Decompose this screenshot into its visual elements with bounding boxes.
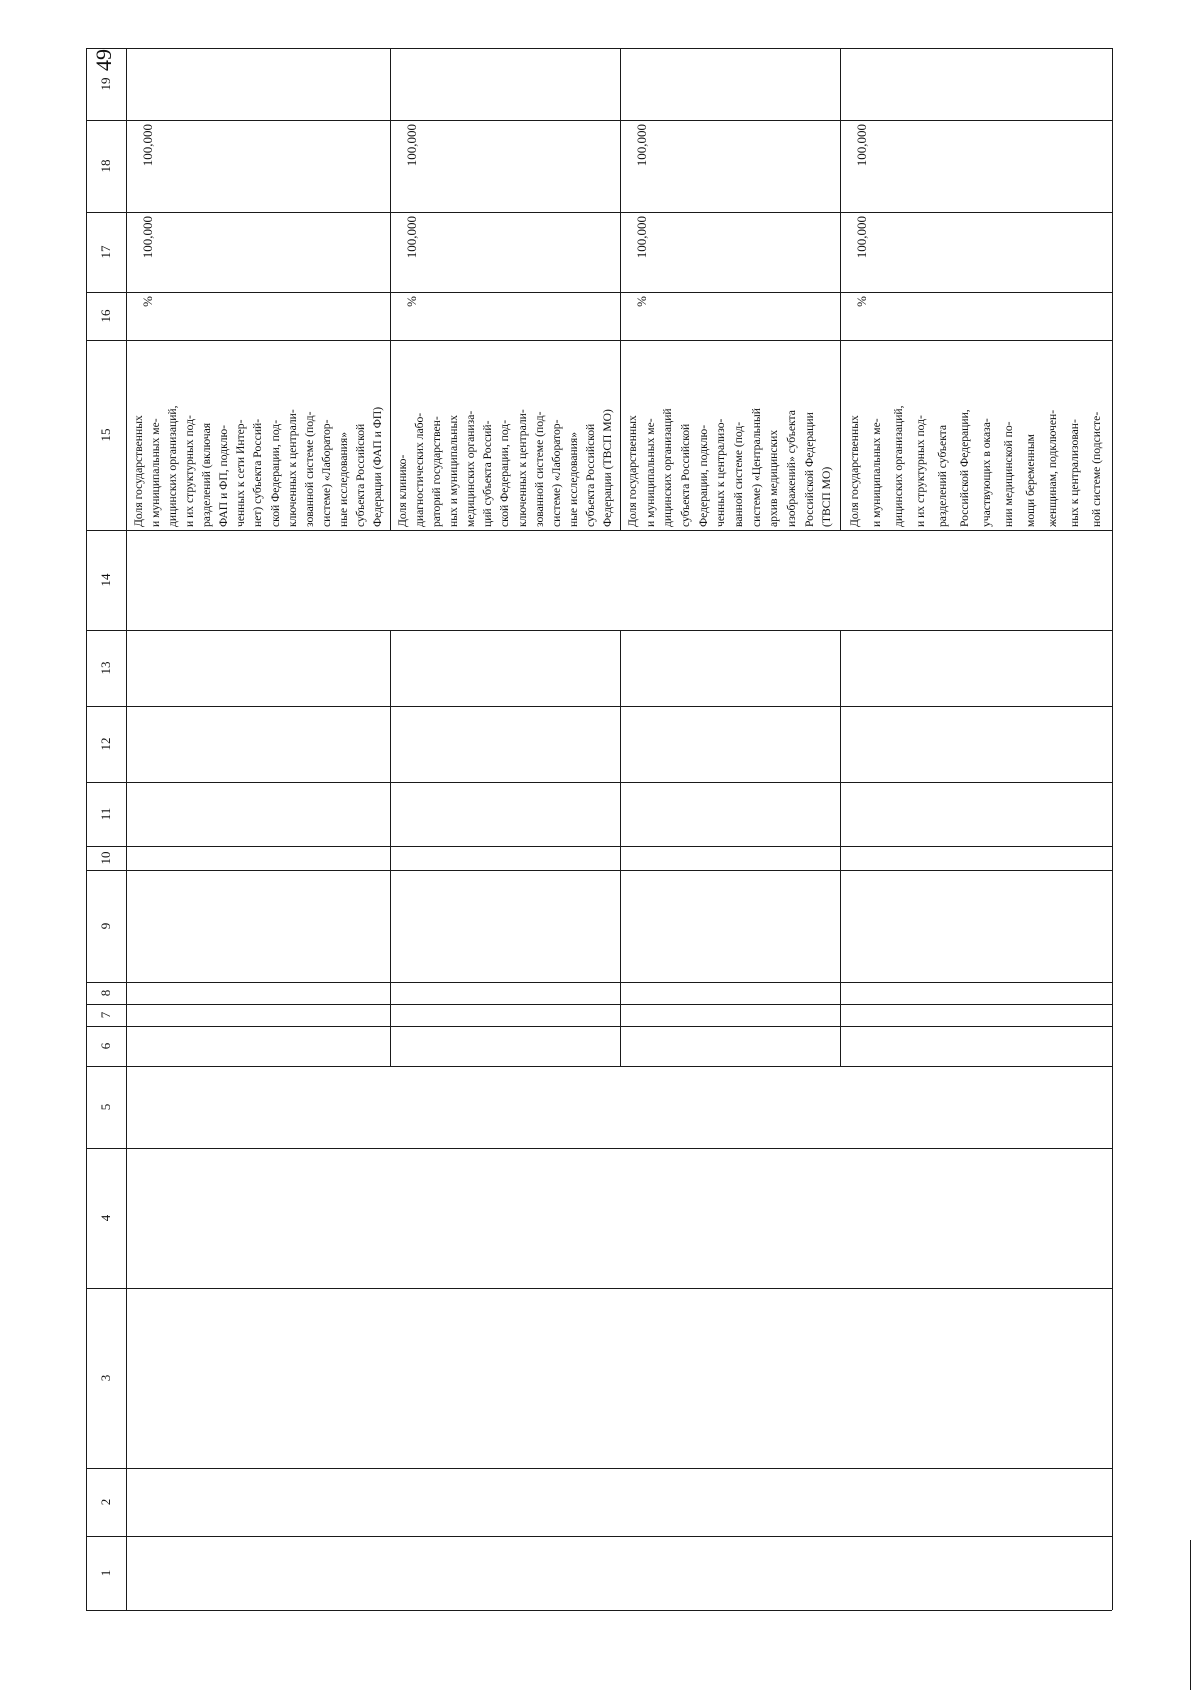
indicator-line: ченных к централизо- [714,418,728,527]
row-separator [620,48,621,530]
indicator-line: системе) «Лаборатор- [549,419,563,527]
indicator-line: изображений» субъекта [785,410,799,527]
indicator-line: Доля государственных [132,415,145,527]
indicator-line: ФАП и ФП, подклю- [217,424,231,527]
indicator-line: Российской Федерации [802,412,816,527]
column-boundary [86,630,1112,631]
column-boundary [86,530,1112,531]
unit-cell: % [854,296,869,307]
row-separator [840,48,841,530]
indicator-line: субъекта Российской [679,423,693,527]
value-col18: 100,000 [634,124,649,167]
column-number-14: 14 [98,573,113,587]
indicator-line: ключенных к централи- [515,409,529,527]
indicator-line: Федерации, подклю- [696,424,710,527]
column-boundary [86,1066,1112,1067]
column-boundary [86,846,1112,847]
column-boundary [86,1004,1112,1005]
indicator-line: ных и муниципальных [447,414,461,527]
table-border-right [1112,48,1113,1610]
indicator-line: зованной системе (под- [532,411,546,527]
indicator-line: нии медицинской по- [1002,421,1015,527]
table-border-bottom [86,1610,1112,1611]
value-col17: 100,000 [634,216,649,259]
value-col18: 100,000 [140,124,155,167]
indicator-line: Российской Федерации, [958,409,971,527]
value-col17: 100,000 [854,216,869,259]
indicator-line: системе) «Лаборатор- [319,419,333,527]
column-number-9: 9 [98,922,113,930]
column-number-5: 5 [98,1103,113,1111]
column-number-11: 11 [98,807,113,821]
value-col18: 100,000 [854,124,869,167]
column-number-6: 6 [98,1042,113,1050]
indicator-line: ченных к сети Интер- [234,419,248,527]
row-separator [390,630,391,1066]
table-border-left [86,48,87,1610]
table-border-top [86,48,1112,49]
indicator-line: ской Федерации, под- [268,419,282,527]
indicator-line: диагностических лабо- [413,412,427,527]
column-number-3: 3 [98,1374,113,1382]
column-boundary [86,212,1112,213]
indicator-line: разделений (включая [200,422,214,527]
indicator-line: Федерации (ФАП и ФП) [370,406,384,527]
indicator-line: и их структурных под- [914,415,927,527]
indicator-description [624,343,836,527]
value-col17: 100,000 [404,216,419,259]
margin-rule [1190,1540,1191,1690]
indicator-line: разделений субъекта [936,424,949,527]
indicator-line: ключенных к централи- [285,409,299,527]
column-number-2: 2 [98,1498,113,1506]
column-boundary [86,982,1112,983]
indicator-line: и муниципальных ме- [643,418,657,527]
value-col17: 100,000 [140,216,155,259]
column-boundary [86,1536,1112,1537]
column-number-8: 8 [98,989,113,997]
column-number-18: 18 [98,159,113,173]
indicator-line: женщинам, подключен- [1046,409,1059,527]
indicator-line: дицинских организаций, [166,405,180,527]
column-boundary [86,1288,1112,1289]
indicator-line: системе) «Центральный [749,408,763,527]
indicator-line: зованной системе (под- [302,411,316,527]
page-number: 49 [91,49,116,71]
indicator-line: дицинских организаций [661,408,675,527]
indicator-line: ные исследования» [566,431,580,527]
unit-cell: % [140,296,155,307]
column-boundary [86,1148,1112,1149]
indicator-line: мощи беременным [1024,433,1037,527]
column-number-15: 15 [98,428,113,442]
unit-cell: % [404,296,419,307]
row-separator [840,630,841,1066]
column-number-17: 17 [98,245,113,259]
indicator-line: субъекта Российской [583,423,597,527]
indicator-line: ванной системе (под- [732,421,746,527]
value-col18: 100,000 [404,124,419,167]
indicator-line: Доля государственных [626,415,639,527]
indicator-line: Федерации (ТВСП МО) [600,409,614,527]
indicator-description [844,343,1108,527]
indicator-description [394,343,616,527]
indicator-line: субъекта Российской [353,423,367,527]
indicator-line: (ТВСП МО) [820,466,834,527]
column-boundary [86,120,1112,121]
indicator-line: и их структурных под- [183,415,197,527]
header-strip-edge [126,48,127,1610]
indicator-line: ций субъекта Россий- [481,420,495,527]
indicator-line: дицинских организаций, [892,405,905,527]
column-boundary [86,1468,1112,1469]
column-number-4: 4 [98,1214,113,1222]
column-number-16: 16 [98,309,113,323]
column-number-13: 13 [98,661,113,675]
column-boundary [86,292,1112,293]
indicator-line: ской Федерации, под- [498,419,512,527]
indicator-line: ные исследования» [336,431,350,527]
indicator-line: Доля государственных [848,415,861,527]
indicator-description [130,343,386,527]
unit-cell: % [634,296,649,307]
column-boundary [86,340,1112,341]
column-boundary [86,706,1112,707]
row-separator [390,48,391,530]
indicator-line: медицинских организа- [464,410,478,527]
indicator-line: раторий государствен- [430,416,444,527]
column-number-7: 7 [98,1011,113,1019]
indicator-line: участвующих в оказа- [980,418,993,527]
indicator-line: и муниципальных ме- [870,418,883,527]
row-separator [620,630,621,1066]
indicator-line: ной системе (подсисте- [1090,411,1103,527]
column-boundary [86,1026,1112,1027]
indicator-line: нет) субъекта Россий- [251,418,265,527]
indicator-line: ных к централизован- [1068,419,1081,527]
column-boundary [86,870,1112,871]
column-boundary [86,782,1112,783]
column-number-1: 1 [98,1569,113,1577]
column-number-19: 19 [98,77,113,91]
indicator-line: архив медицинских [767,429,781,527]
indicator-line: и муниципальных ме- [149,418,163,527]
indicator-line: Доля клинико- [396,454,409,527]
column-number-12: 12 [98,737,113,751]
column-number-10: 10 [98,851,113,865]
